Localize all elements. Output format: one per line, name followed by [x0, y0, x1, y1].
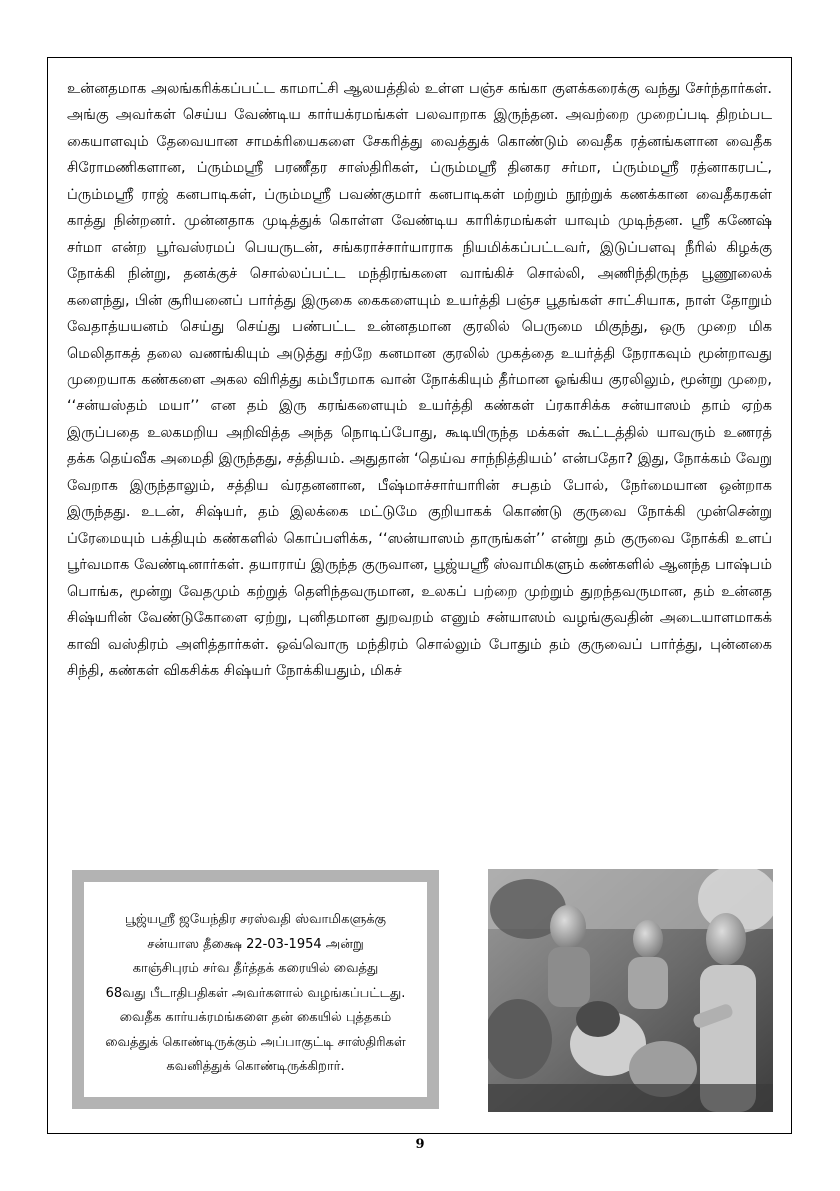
caption-box — [72, 870, 439, 1109]
caption-line: வைத்துக் கொண்டிருக்கும் அப்பாகுட்டி சாஸ்திரிகள் — [105, 1034, 406, 1050]
page-number: 9 — [415, 1137, 425, 1152]
photo-image — [488, 869, 773, 1112]
caption-line: கவனித்துக் கொண்டிருக்கிறார். — [166, 1059, 345, 1074]
historical-photo — [488, 869, 773, 1112]
caption-line: வைதீக கார்யக்ரமங்களை தன் கையில் புத்தகம் — [119, 1010, 392, 1025]
page-frame — [47, 57, 792, 1134]
caption-line: பூஜ்யஸ்ரீ ஜயேந்திர சரஸ்வதி ஸ்வாமிகளுக்கு — [124, 912, 387, 927]
body-paragraph: உன்னதமாக அலங்கரிக்கப்பட்ட காமாட்சி ஆலயத்தில் உள்ள பஞ்ச கங்கா குளக்கரைக்கு வந்து சேர்ந்தார்கள். அங்கு அவர்கள் செய்ய வேண்டிய கார்யக்ரமங்கள் பலவாறாக இருந்தன. அவற்றை முறைப்படி திறம்பட கையாளவும் தேவையான சாமக்ரியைகளை சேகரித்து வைத்துக் கொண்டும் வைதீக ரத்னங்களான வைதீக சிரோமணிகளான, ப்ரும்மஸ்ரீ பரணீதர சாஸ்திரிகள், ப்ரும்மஸ்ரீ தினகர சர்மா, ப்ரும்மஸ்ரீ ரத்னாகரபட், ப்ரும்மஸ்ரீ ராஜ் கனபாடிகள், ப்ரும்மஸ்ரீ பவண்குமார் கனபாடிகள் மற்றும் நூற்றுக் கணக்கான வைதீகரகள் காத்து நின்றனர். முன்னதாக முடித்துக் கொள்ள வேண்டிய காரிக்ரமங்கள் யாவும் முடிந்தன. ஸ்ரீ கணேஷ் சர்மா என்ற பூர்வஸ்ரமப் பெயருடன், சங்கராச்சார்யாராக நியமிக்கப்பட்டவர், இடுப்பளவு நீரில் கிழக்கு நோக்கி நின்று, தனக்குச் சொல்லப்பட்ட மந்திரங்களை வாங்கிச் சொல்லி, அணிந்திருந்த பூணூலைக் களைந்து, பின் சூரியனைப் பார்த்து இருகை கைகளையும் உயர்த்தி பஞ்ச பூதங்கள் சாட்சியாக, நாள் தோறும் வேதாத்யயனம் செய்து செய்து பண்பட்ட உன்னதமான குரலில் பெருமை மிகுந்து, ஒரு முறை மிக மெலிதாகத் தலை வணங்கியும் அடுத்து சற்றே கனமான குரலில் முகத்தை உயர்த்தி நேராகவும் மூன்றாவது முறையாக கண்களை அகல விரித்து கம்பீரமாக வான் நோக்கியும் தீர்மான ஓங்கிய குரலிலும், மூன்று முறை, ‘‘சன்யஸ்தம் மயா’’ என தம் இரு கரங்களையும் உயர்த்தி கண்கள் ப்ரகாசிக்க சன்யாஸம் தாம் ஏற்க இருப்பதை உலகமறிய அறிவித்த அந்த நொடிப்போது, கூடியிருந்த மக்கள் கூட்டத்தில் யாவரும் உணரத் தக்க தெய்வீக அமைதி இருந்தது, சத்தியம். அதுதான் ‘தெய்வ சாந்நித்தியம்’ என்பதோ? இது, நோக்கம் வேறு வேறாக இருந்தாலும், சத்திய வ்ரதனனான, பீஷ்மாச்சார்யாரின் சபதம் போல், நேர்மையான ஒன்றாக இருந்தது. உடன், சிஷ்யர், தம் இலக்கை மட்டுமே குறியாகக் கொண்டு குருவை நோக்கி முன்சென்று ப்ரேமையும் பக்தியும் கண்களில் கொப்பளிக்க, ‘‘ஸன்யாஸம் தாருங்கள்’’ என்று தம் குருவை நோக்கி உளப் பூர்வமாக வேண்டினார்கள். தயாராய் இருந்த குருவான, பூஜ்யஸ்ரீ ஸ்வாமிகளும் கண்களில் ஆனந்த பாஷ்பம் பொங்க, மூன்று வேதமும் கற்றுத் தெளிந்தவருமான, உலகப் பற்றை முற்றும் துறந்தவருமான, தம் உன்னத சிஷ்யரின் வேண்டுகோளை ஏற்று, புனிதமான துறவறம் எனும் சன்யாஸம் வழங்குவதின் அடையாளமாகக் காவி வஸ்திரம் அளித்தார்கள். ஒவ்வொரு மந்திரம் சொல்லும் போதும் தம் குருவைப் பார்த்து, புன்னகை சிந்தி, கண்கள் விகசிக்க சிஷ்யர் நோக்கியதும், மிகச் — [67, 81, 772, 679]
caption-line: காஞ்சிபுரம் சர்வ தீர்த்தக் கரையில் வைத்து — [132, 961, 379, 976]
caption-line: 68வது பீடாதிபதிகள் அவர்களால் வழங்கப்பட்டது. — [105, 985, 406, 1001]
caption-line: சன்யாஸ தீக்ஷை 22-03-1954 அன்று — [147, 936, 364, 952]
caption-text-panel — [84, 882, 427, 1097]
